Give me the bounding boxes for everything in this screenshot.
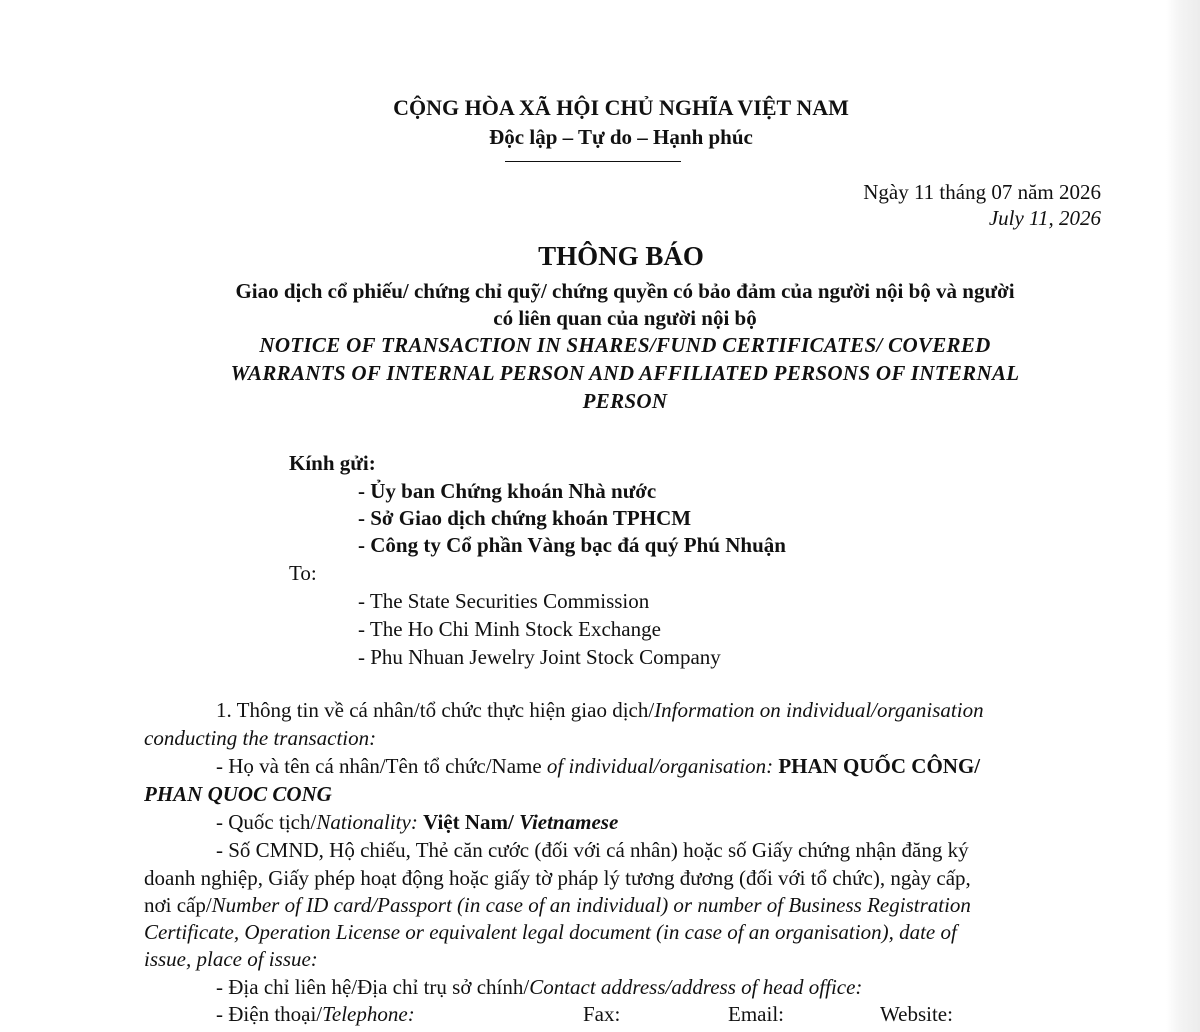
section1-heading-en-cont: conducting the transaction: — [144, 726, 377, 750]
subtitle-en-line2: WARRANTS OF INTERNAL PERSON AND AFFILIATED PERSONS OF INTERNAL — [230, 361, 1020, 385]
section1-heading — [216, 698, 984, 723]
id-line-3-vi: nơi cấp/ — [144, 893, 212, 917]
address-row — [216, 975, 862, 1000]
recipients-en-label: To: — [289, 561, 317, 585]
section1-heading-en: Information on individual/organisation — [654, 698, 984, 722]
phone-row — [216, 1002, 415, 1027]
email-label: Email: — [728, 1002, 784, 1026]
name-value-en: PHAN QUOC CONG — [144, 782, 332, 806]
date-en: July 11, 2026 — [988, 206, 1101, 230]
date-vi: Ngày 11 tháng 07 năm 2026 — [863, 180, 1101, 204]
recipient-vi-item: - Sở Giao dịch chứng khoán TPHCM — [358, 506, 692, 530]
fax-label: Fax: — [583, 1002, 621, 1026]
nationality-value-vi: Việt Nam/ — [423, 810, 514, 834]
subtitle-vi-line2: có liên quan của người nội bộ — [493, 306, 757, 330]
recipient-en-item: - The Ho Chi Minh Stock Exchange — [358, 617, 661, 641]
recipient-en-item: - Phu Nhuan Jewelry Joint Stock Company — [358, 645, 721, 669]
name-label-en: of individual/organisation: — [546, 754, 774, 778]
nationality-row — [216, 810, 618, 835]
nationality-label-vi: - Quốc tịch/ — [216, 810, 317, 834]
document-title: THÔNG BÁO — [538, 241, 704, 271]
name-row — [216, 754, 980, 779]
name-value-vi: PHAN QUỐC CÔNG/ — [778, 754, 981, 778]
website-label: Website: — [880, 1002, 953, 1026]
header-underline — [505, 161, 681, 162]
section1-heading-vi: 1. Thông tin về cá nhân/tổ chức thực hiện giao dịch/ — [216, 698, 655, 722]
subtitle-en-line3: PERSON — [582, 389, 668, 413]
country-heading: CỘNG HÒA XÃ HỘI CHỦ NGHĨA VIỆT NAM — [393, 95, 849, 120]
nationality-label-en: Nationality: — [316, 810, 418, 834]
address-label-en: Contact address/address of head office: — [529, 975, 863, 999]
id-line-2: doanh nghiệp, Giấy phép hoạt động hoặc giấy tờ pháp lý tương đương (đối với tổ chức), ngày cấp, — [144, 866, 971, 890]
id-line-5: issue, place of issue: — [144, 947, 318, 971]
subtitle-vi-line1: Giao dịch cổ phiếu/ chứng chỉ quỹ/ chứng quyền có bảo đảm của người nội bộ và người — [235, 279, 1015, 303]
motto-heading: Độc lập – Tự do – Hạnh phúc — [489, 125, 753, 149]
phone-label-vi: - Điện thoại/ — [216, 1002, 323, 1026]
recipient-en-item: - The State Securities Commission — [358, 589, 650, 613]
nationality-value-en: Vietnamese — [519, 810, 619, 834]
name-label-vi: - Họ và tên cá nhân/Tên tổ chức/Name — [216, 754, 547, 778]
id-line-3-en: Number of ID card/Passport (in case of an individual) or number of Business Registration — [211, 893, 971, 917]
id-line-4: Certificate, Operation License or equivalent legal document (in case of an organisation), date of — [144, 920, 957, 944]
recipients-vi-label: Kính gửi: — [289, 451, 376, 475]
address-label-vi: - Địa chỉ liên hệ/Địa chỉ trụ sở chính/ — [216, 975, 530, 999]
phone-label-en: Telephone: — [322, 1002, 415, 1026]
id-line-1: - Số CMND, Hộ chiếu, Thẻ căn cước (đối với cá nhân) hoặc số Giấy chứng nhận đăng ký — [216, 838, 969, 862]
subtitle-en-line1: NOTICE OF TRANSACTION IN SHARES/FUND CERTIFICATES/ COVERED — [259, 333, 991, 357]
id-line-3 — [144, 893, 971, 918]
recipient-vi-item: - Ủy ban Chứng khoán Nhà nước — [358, 479, 657, 503]
recipient-vi-item: - Công ty Cổ phần Vàng bạc đá quý Phú Nhuận — [358, 533, 786, 557]
